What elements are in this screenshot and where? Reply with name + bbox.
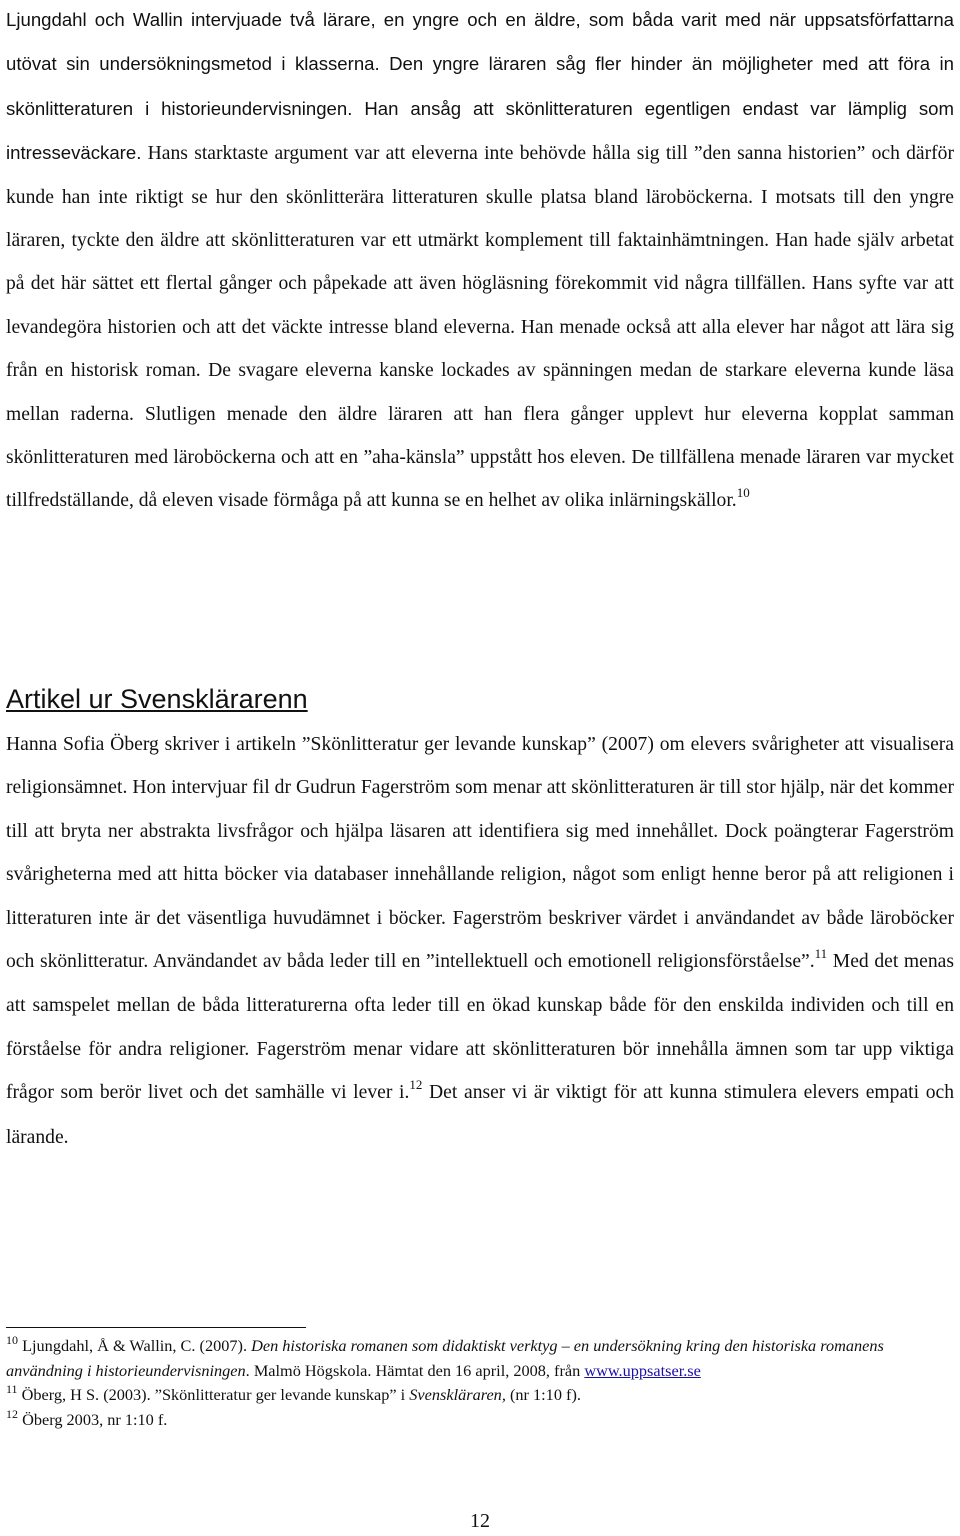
paragraph-interviews: [6, 0, 954, 524]
footnote-10-authors: Ljungdahl, Å & Wallin, C. (2007).: [18, 1336, 252, 1355]
paragraph-article-part-c: Det anser vi är viktigt för att kunna stimulera elevers empati och lärande.: [6, 1082, 955, 1148]
paragraph-article-part-b: Med det menas att samspelet mellan de båda litteraturerna ofta leder till en ökad kunskap både för den enskilda individen och till en förståelse för andra religioner. Fagerström menar vidare att skönlitteraturen bör innehålla ämnen som tar upp viktiga frågor som berör livet och det samhälle vi lever i.: [6, 951, 954, 1104]
footnote-10-title: Den historiska romanen som didaktiskt verktyg – en undersökning kring den historiska romanens användning i historieundervisningen: [6, 1336, 884, 1380]
footnote-11-journal: Svenskläraren,: [409, 1385, 506, 1404]
footnote-10-number: 10: [6, 1333, 18, 1347]
footnote-10-link[interactable]: www.uppsatser.se: [584, 1361, 701, 1380]
paragraph-interviews-body: Hans starktaste argument var att eleverna inte behövde hålla sig till ”den sanna historien” och därför kunde han inte riktigt se hur den skönlitterära litteraturen skulle platsa bland läroböckerna. I motsats till den yngre läraren, tyckte den äldre att skönlitteraturen var ett utmärkt komplement till faktainhämtningen. Han hade själv arbetat på det här sättet ett flertal gånger och påpekade att även högläsning förekommit vid några tillfällen. Hans syfte var att levandegöra historien och att det väckte intresse bland eleverna. Han menade också att alla elever har något att lära sig från en historisk roman. De svagare eleverna kanske lockades av spänningen medan de starkare eleverna kunde läsa mellan raderna. Slutligen menade den äldre läraren att han flera gånger upplevt hur eleverna kopplat samman skönlitteraturen med läroböckerna och att en ”aha-känsla” uppstått hos eleven. De tillfällena menade läraren var mycket tillfredställande, då eleven visade förmåga på att kunna se en helhet av olika inlärningskällor.: [6, 143, 954, 512]
footnotes: [6, 1334, 954, 1433]
footnote-ref-11[interactable]: 11: [814, 946, 828, 962]
footnote-ref-10[interactable]: 10: [736, 485, 750, 501]
footnote-ref-12[interactable]: 12: [409, 1077, 423, 1093]
paragraph-article-part-a: Hanna Sofia Öberg skriver i artikeln ”Skönlitteratur ger levande kunskap” (2007) om elevers svårigheter att visualisera religionsämnet. Hon intervjuar fil dr Gudrun Fagerström som menar att skönlitteraturen är till stor hjälp, när det kommer till att bryta ner abstrakta livsfrågor och hjälpa läsaren att identifiera sig med innehållet. Dock poängterar Fagerström svårigheterna med att hitta böcker via databaser innehållande religion, något som enligt henne beror på att religionen i litteraturen inte är det väsentliga huvudämnet i böcker. Fagerström beskriver värdet i användandet av både läroböcker och skönlitteratur. Användandet av båda leder till en ”intellektuell och emotionell religionsförståelse”.: [6, 734, 954, 973]
footnote-10: [6, 1334, 954, 1383]
page-number: 12: [470, 1510, 490, 1532]
footnote-11: [6, 1383, 954, 1408]
footnote-divider: [6, 1327, 306, 1328]
footnote-10-source: . Malmö Högskola. Hämtat den 16 april, 2008, från: [245, 1361, 585, 1380]
footnote-12-number: 12: [6, 1407, 18, 1421]
footnote-12: [6, 1408, 954, 1433]
paragraph-interviews-opening: Ljungdahl och Wallin intervjuade två lärare, en yngre och en äldre, som båda varit med när uppsatsförfattarna utövat sin undersökningsmetod i klasserna. Den yngre läraren såg fler hinder än möjligheter med att föra in skönlitteraturen i historieundervisningen. Han ansåg att skönlitteraturen egentligen endast var lämplig som intresseväckare.: [6, 9, 954, 164]
section-heading: Artikel ur Svensklärarenn: [6, 684, 308, 714]
footnote-11-issue: (nr 1:10 f).: [505, 1385, 581, 1404]
footnote-11-number: 11: [6, 1382, 18, 1396]
footnote-11-text: Öberg, H S. (2003). ”Skönlitteratur ger levande kunskap” i: [17, 1385, 410, 1404]
footnote-12-text: Öberg 2003, nr 1:10 f.: [18, 1410, 168, 1429]
paragraph-article: [6, 723, 954, 1159]
